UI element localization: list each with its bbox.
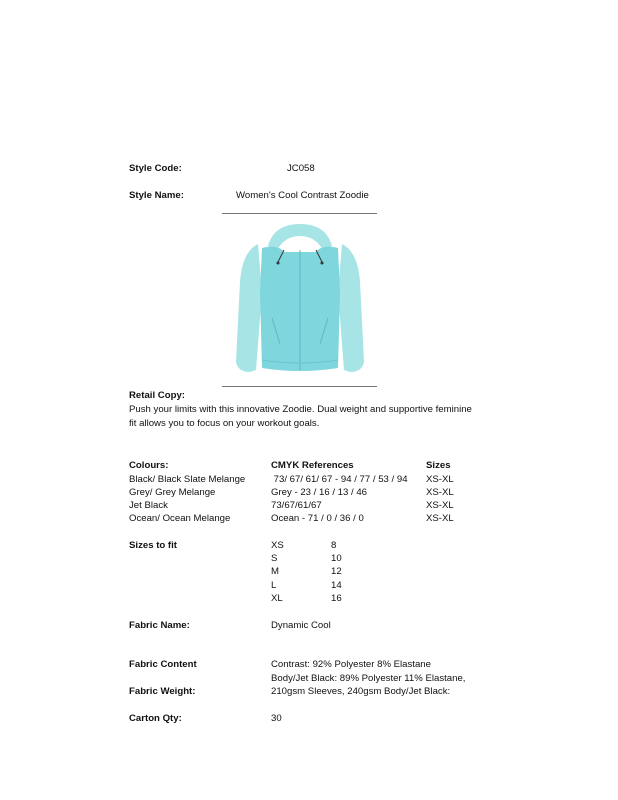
size-code: S — [271, 553, 278, 564]
fabric-weight-label: Fabric Weight: — [129, 686, 196, 697]
hoodie-product-image — [228, 222, 372, 378]
size-code: M — [271, 566, 279, 577]
fabric-content-label: Fabric Content — [129, 659, 197, 670]
style-code-label: Style Code: — [129, 163, 182, 174]
colour-cmyk: 73/ 67/ 61/ 67 - 94 / 77 / 53 / 94 — [271, 474, 408, 485]
retail-copy-text: Push your limits with this innovative Zoodie. Dual weight and supportive feminine fit allows you to focus on your workout goals. — [129, 404, 472, 429]
size-code: L — [271, 580, 277, 591]
sizes-to-fit-label: Sizes to fit — [129, 540, 177, 551]
colour-sizes: XS-XL — [426, 474, 454, 485]
divider-top — [222, 213, 377, 214]
fabric-weight-value: 210gsm Sleeves, 240gsm Body/Jet Black: — [271, 686, 451, 697]
sizes-header: Sizes — [426, 460, 451, 471]
colour-name: Grey/ Grey Melange — [129, 487, 216, 498]
colour-name: Black/ Black Slate Melange — [129, 474, 246, 485]
colour-sizes: XS-XL — [426, 487, 454, 498]
carton-qty-value: 30 — [271, 713, 282, 724]
fabric-content-line1: Contrast: 92% Polyester 8% Elastane — [271, 659, 431, 670]
size-code: XL — [271, 593, 283, 604]
colours-header: Colours: — [129, 460, 169, 471]
size-uk: 14 — [331, 580, 342, 591]
size-code: XS — [271, 540, 284, 551]
style-code-value: JC058 — [287, 163, 315, 174]
style-name-label: Style Name: — [129, 190, 184, 201]
size-uk: 10 — [331, 553, 342, 564]
colour-sizes: XS-XL — [426, 500, 454, 511]
colour-cmyk: 73/67/61/67 — [271, 500, 322, 511]
fabric-name-value: Dynamic Cool — [271, 620, 331, 631]
size-uk: 12 — [331, 566, 342, 577]
size-uk: 8 — [331, 540, 337, 551]
size-uk: 16 — [331, 593, 342, 604]
divider-bottom — [222, 386, 377, 387]
retail-copy-label: Retail Copy: — [129, 390, 185, 401]
fabric-name-label: Fabric Name: — [129, 620, 190, 631]
colour-cmyk: Ocean - 71 / 0 / 36 / 0 — [271, 513, 364, 524]
style-name-value: Women's Cool Contrast Zoodie — [236, 190, 369, 201]
colour-name: Ocean/ Ocean Melange — [129, 513, 231, 524]
cmyk-header: CMYK References — [271, 460, 354, 471]
fabric-content-line2: Body/Jet Black: 89% Polyester 11% Elastane, — [271, 673, 466, 684]
carton-qty-label: Carton Qty: — [129, 713, 182, 724]
colour-sizes: XS-XL — [426, 513, 454, 524]
colour-name: Jet Black — [129, 500, 168, 511]
colour-cmyk: Grey - 23 / 16 / 13 / 46 — [271, 487, 367, 498]
